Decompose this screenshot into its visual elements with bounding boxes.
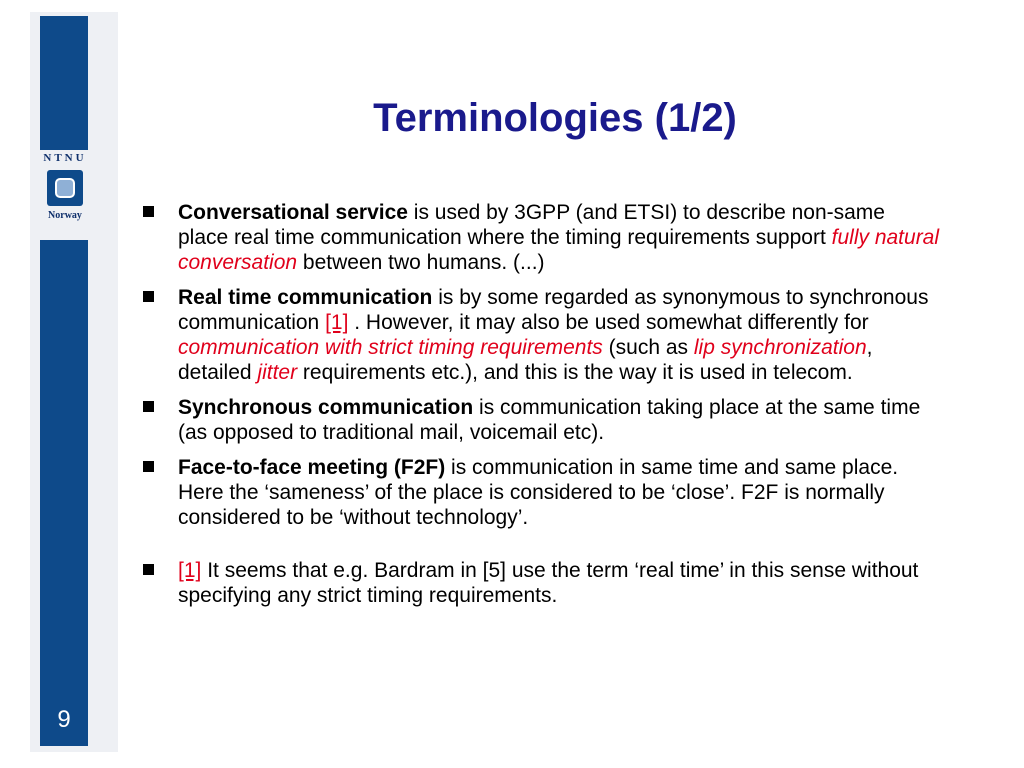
- bullet-text: is communication taking place at the same time (as opposed to traditional mail, voicemail etc).: [178, 396, 921, 444]
- bullet-emphasis: jitter: [257, 361, 298, 384]
- logo-top-text: NTNU: [43, 152, 87, 164]
- bullet-text: , detailed: [178, 336, 873, 384]
- bullet-emphasis: lip synchronization: [693, 336, 867, 359]
- bullet-emphasis: communication with strict timing requirements: [178, 336, 603, 359]
- bullet-text: . However, it may also be used somewhat differently for: [348, 311, 869, 334]
- bullet-real-time-communication: [140, 285, 940, 385]
- bullet-emphasis: fully natural conversation: [178, 226, 940, 274]
- bullet-text: is used by 3GPP (and ETSI) to describe non-same place real time communication where the timing requirements support: [178, 201, 885, 249]
- logo-bottom-text: Norway: [48, 210, 82, 221]
- bullet-text: It seems that e.g. Bardram in [5] use the term ‘real time’ in this sense without specifying any strict timing requirements.: [178, 559, 919, 607]
- bullet-term: Real time communication: [178, 286, 433, 309]
- bullet-text: is by some regarded as synonymous to synchronous communication: [178, 286, 929, 334]
- reference-link[interactable]: [1]: [325, 311, 349, 334]
- side-bar: [40, 16, 88, 746]
- bullet-square-icon: [143, 401, 154, 412]
- bullet-square-icon: [143, 461, 154, 472]
- slide-title: Terminologies (1/2): [373, 96, 737, 140]
- reference-link[interactable]: [1]: [178, 559, 202, 582]
- bullet-text: (such as: [602, 336, 694, 359]
- bullet-list: [140, 200, 940, 618]
- bullet-term: Synchronous communication: [178, 396, 474, 419]
- bullet-square-icon: [143, 291, 154, 302]
- ntnu-logo: [36, 150, 94, 240]
- page-number: 9: [57, 706, 71, 733]
- bullet-text: requirements etc.), and this is the way it is used in telecom.: [297, 361, 853, 384]
- bullet-square-icon: [143, 206, 154, 217]
- bullet-text: is communication in same time and same place. Here the ‘sameness’ of the place is considered to be ‘close’. F2F is normally considered to be ‘without technology’.: [178, 456, 899, 529]
- bullet-face-to-face-meeting: [140, 455, 940, 530]
- bullet-footnote: [140, 558, 940, 608]
- bullet-conversational-service: [140, 200, 940, 275]
- bullet-term: Face-to-face meeting (F2F): [178, 456, 446, 479]
- bullet-synchronous-communication: [140, 395, 940, 445]
- bullet-square-icon: [143, 564, 154, 575]
- bullet-term: Conversational service: [178, 201, 408, 224]
- bullet-text: between two humans. (...): [297, 251, 545, 274]
- logo-square-icon: [47, 170, 83, 206]
